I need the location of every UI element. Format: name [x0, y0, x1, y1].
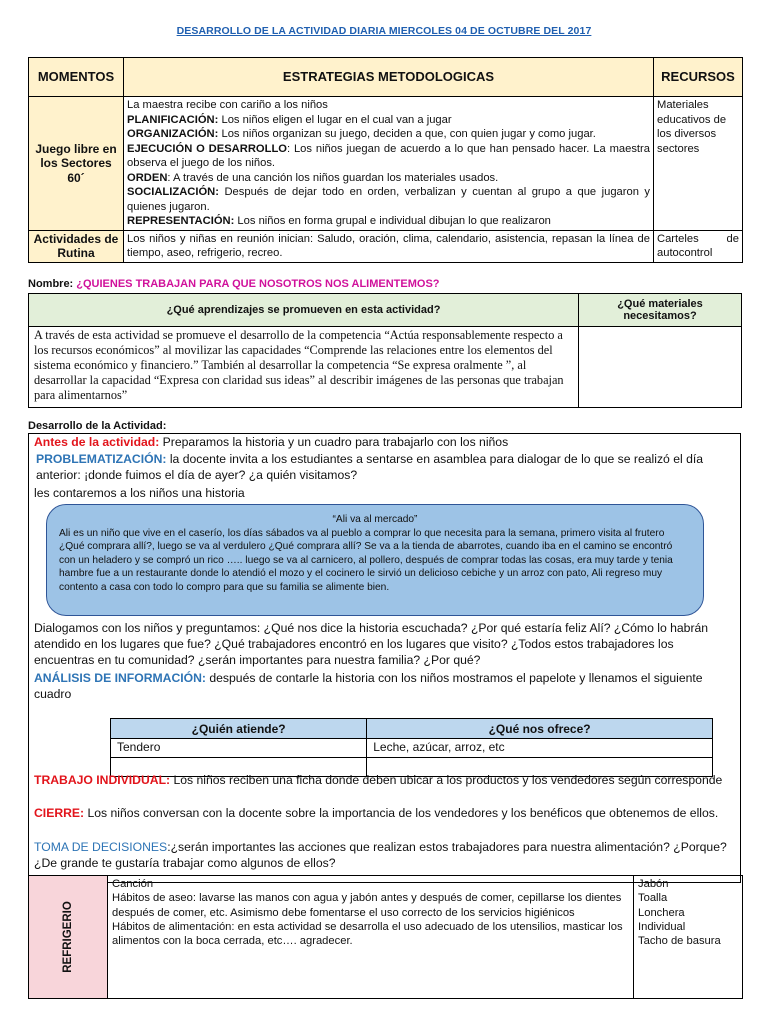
recurso-item: Tacho de basura	[638, 935, 721, 948]
aprendizajes-header: ¿Qué aprendizajes se promueven en esta actividad?	[29, 294, 579, 327]
materiales-cell	[579, 327, 742, 408]
momento-juego-libre: Juego libre en los Sectores 60´	[29, 97, 124, 231]
momentos-table	[28, 57, 743, 263]
header-estrategias: ESTRATEGIAS METODOLOGICAS	[124, 58, 654, 97]
desarrollo-title: Desarrollo de la Actividad:	[28, 420, 167, 432]
contaremos-text: les contaremos a los niños una historia	[34, 486, 245, 500]
problematizacion: PROBLEMATIZACIÓN: la docente invita a los estudiantes a sentarse en asamblea para dialogar de lo que se realizó el día anterior: ¡donde fuimos el día de ayer? ¿a quién visitamos?	[36, 452, 704, 482]
rutina-recursos: Carteles de autocontrol	[654, 230, 743, 262]
refrigerio-line: Canción	[112, 878, 154, 890]
story-title: “Ali va al mercado”	[332, 514, 418, 525]
antes-actividad: Antes de la actividad: Preparamos la historia y un cuadro para trabajarlo con los niños	[34, 435, 509, 449]
table-row	[111, 739, 713, 758]
page-title: DESARROLLO DE LA ACTIVIDAD DIARIA MIERCOLES 04 DE OCTUBRE DEL 2017	[176, 25, 592, 37]
recurso-item: Lonchera	[638, 906, 685, 919]
cierre: CIERRE: Los niños conversan con la docente sobre la importancia de los vendedores y los benéficos que obtenemos de ellos.	[34, 806, 719, 820]
step-socializacion: SOCIALIZACIÓN: Después de dejar todo en orden, verbalizan y cuentan al grupo a que jugaron y quienes jugaron.	[127, 186, 650, 213]
trabajo-individual: TRABAJO INDIVIDUAL: Los niños reciben una ficha donde deben ubicar a los productos y los vendedores según corresponde	[34, 773, 723, 787]
header-recursos: RECURSOS	[654, 58, 743, 97]
recurso-item: Toalla	[638, 892, 668, 905]
juego-recursos: Materiales educativos de los diversos sectores	[654, 97, 743, 231]
rutina-text: Los niños y niñas en reunión inician: Saludo, oración, clima, calendario, asistencia, repasan la línea de tiempo, aseo, refrigerio, recreo.	[124, 230, 654, 262]
step-planificacion: PLANIFICACIÓN: Los niños eligen el lugar en el cual van a jugar	[127, 113, 452, 126]
cuadro-cell: Tendero	[111, 739, 367, 758]
recurso-item: Jabón	[638, 878, 669, 890]
cuadro-header-quien: ¿Quién atiende?	[111, 719, 367, 739]
refrigerio-label-cell	[29, 876, 108, 999]
aprendizajes-table	[28, 293, 742, 408]
step-organizacion: ORGANIZACIÓN: Los niños organizan su juego, deciden a que, con quien jugar y como jugar.	[127, 128, 596, 140]
story-text: Ali es un niño que vive en el caserío, los días sábados va al pueblo a comprar lo que necesita para la semana, primero visita al frutero ¿Qué comprara allí?, luego se va al verdulero ¿Qué comprara allí? Se va a la tienda de abarrotes, cuando iba en el camino se encontró con un heladero y se compró un rico ….. luego se va al carnicero, al pollero, después de comprar todas las cosas, era muy tarde y tenia hambre fue a un restaurante donde lo atendió el mozo y el cocinero le sirvió un delicioso cebiche y un arroz con pato, Ali regreso muy contento a casa con todo lo compro para que su familia se alimente bien.	[59, 527, 673, 593]
juego-estrategias	[124, 97, 654, 231]
cuadro-cell: Leche, azúcar, arroz, etc	[367, 739, 713, 758]
aprendizajes-text: A través de esta actividad se promueve el desarrollo de la competencia “Actúa responsablemente respecto a los recursos económicos” al movilizar las capacidades “Comprende las relaciones entre los elementos del sistema económico y financiero.” También al desarrollar la competencia “Se expresa oralmente ”, al desarrollar la capacidad “Expresa con claridad sus ideas” al describir imágenes de las personas que trabajan para alimentarnos”	[29, 327, 579, 408]
refrigerio-table	[28, 875, 743, 999]
cuadro-table	[110, 718, 713, 777]
toma-decisiones: TOMA DE DECISIONES:¿serán importantes las acciones que realizan estos trabajadores para nuestra alimentación? ¿Porque? ¿De grande te gustaría trabajar como algunos de ellos?	[34, 840, 727, 870]
header-momentos: MOMENTOS	[29, 58, 124, 97]
story-box	[46, 504, 704, 616]
activity-name: Nombre: ¿QUIENES TRABAJAN PARA QUE NOSOTROS NOS ALIMENTEMOS?	[28, 278, 440, 290]
refrigerio-recursos	[634, 876, 743, 999]
step-orden: ORDEN: A través de una canción los niños guardan los materiales usados.	[127, 171, 499, 184]
refrigerio-line: Hábitos de aseo: lavarse las manos con agua y jabón antes y después de comer, cepillarse los dientes después de comer, etc. Asimismo debe fomentarse el uso correcto de los servicios higiénicos	[112, 892, 622, 919]
dialogamos-text: Dialogamos con los niños y preguntamos: ¿Qué nos dice la historia escuchada? ¿Por qué estaría feliz Alí? ¿Cómo lo habrán atendido en los lugares que fue? ¿Qué trabajadores encontró en los lugares que visito? ¿Todos estos trabajadores los encuentras en tu comunidad? ¿serán importantes para nuestra familia? ¿Por qué?	[34, 621, 709, 667]
step-representacion: REPRESENTACIÓN: Los niños en forma grupal e individual dibujan lo que realizaron	[127, 215, 551, 227]
recurso-item: Individual	[638, 920, 686, 933]
juego-intro: La maestra recibe con cariño a los niños	[127, 99, 328, 111]
cuadro-header-ofrece: ¿Qué nos ofrece?	[367, 719, 713, 739]
materiales-header: ¿Qué materiales necesitamos?	[579, 294, 742, 327]
refrigerio-content	[108, 876, 634, 999]
refrigerio-line: Hábitos de alimentación: en esta actividad se desarrolla el uso adecuado de los utensilios, masticar los alimentos con la boca cerrada, etc…. agradecer.	[112, 920, 623, 948]
refrigerio-label: REFRIGERIO	[61, 901, 74, 973]
analisis-informacion: ANÁLISIS DE INFORMACIÓN: después de contarle la historia con los niños mostramos el papelote y llenamos el siguiente cuadro	[34, 671, 703, 701]
momento-rutina: Actividades de Rutina	[29, 230, 124, 262]
step-ejecucion: EJECUCIÓN O DESARROLLO: Los niños juegan de acuerdo a lo que han pensado hacer. La maestra observa el juego de los niños.	[127, 142, 650, 169]
